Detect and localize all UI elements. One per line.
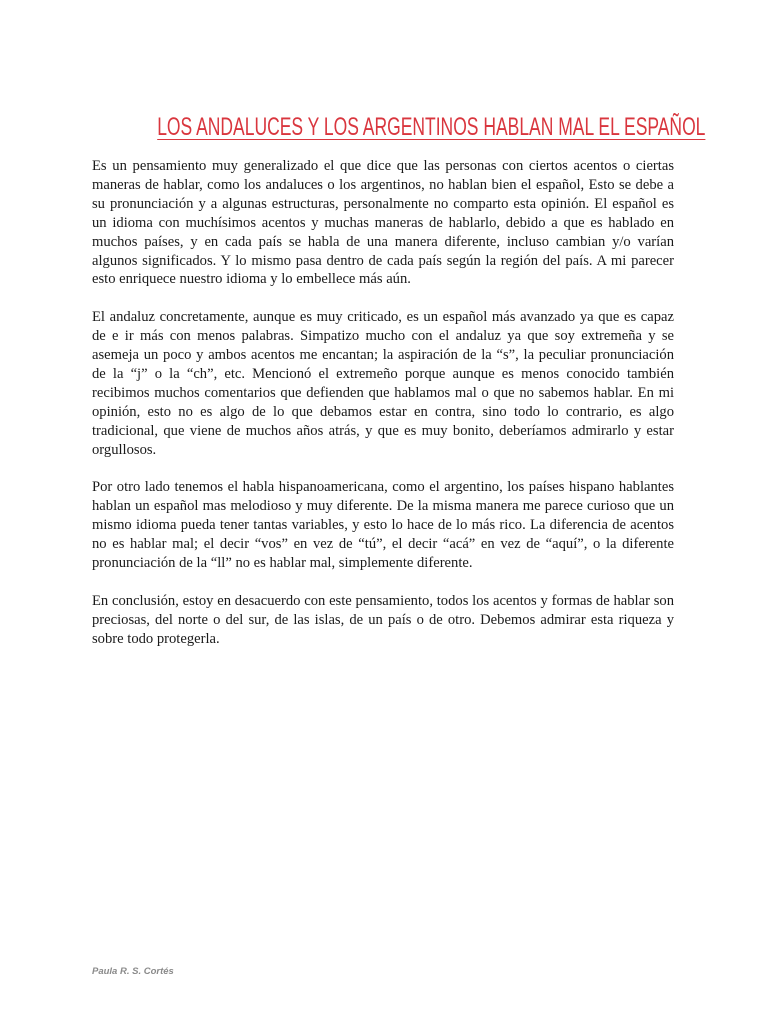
paragraph-hispanoamericana: Por otro lado tenemos el habla hispanoamericana, como el argentino, los países hispano hablantes hablan un español mas melodioso y muy diferente. De la misma manera me parece curioso que un mismo idioma pueda tener tantas variables, y esto lo hace de lo más rico. La diferencia de acentos no es hablar mal; el decir “vos” en vez de “tú”, el decir “acá” en vez de “aquí”, o la diferente pronunciación de la “ll” no es hablar mal, simplemente diferente. bbox=[92, 479, 674, 571]
paragraph-andaluz: El andaluz concretamente, aunque es muy criticado, es un español más avanzado ya que es capaz de e ir más con menos palabras. Simpatizo mucho con el andaluz ya que soy extremeña y se asemeja un poco y ambos acentos me encantan; la aspiración de la “s”, la peculiar pronunciación de la “j” o la “ch”, etc. Mencionó el extremeño porque aunque es menos conocido también recibimos muchos comentarios que defienden que hablamos mal o que no sabemos hablar. En mi opinión, esto no es algo de lo que debamos estar en contra, sino todo lo contrario, es algo tradicional, que viene de muchos años atrás, y que es muy bonito, deberíamos admirarlo y estar orgullosos. bbox=[92, 309, 674, 458]
document-body bbox=[92, 157, 674, 667]
footer-author: Paula R. S. Cortés bbox=[92, 966, 174, 977]
paragraph-intro: Es un pensamiento muy generalizado el que dice que las personas con ciertos acentos o ciertas maneras de hablar, como los andaluces o los argentinos, no hablan bien el español, Esto se debe a su pronunciación y a algunas estructuras, personalmente no comparto esta opinión. El español es un idioma con muchísimos acentos y muchas maneras de hablarlo, debido a que es hablado en muchos países, y en cada país se habla de una manera diferente, incluso cambian y/o varían algunos significados. Y lo mismo pasa dentro de cada país según la región del país. A mi parecer esto enriquece nuestro idioma y lo embellece más aún. bbox=[92, 158, 674, 288]
document-title: LOS ANDALUCES Y LOS ARGENTINOS HABLAN MAL EL ESPAÑOL bbox=[157, 113, 706, 141]
paragraph-conclusion: En conclusión, estoy en desacuerdo con este pensamiento, todos los acentos y formas de hablar son preciosas, del norte o del sur, de las islas, de un país o de otro. Debemos admirar esta riqueza y sobre todo protegerla. bbox=[92, 592, 674, 647]
